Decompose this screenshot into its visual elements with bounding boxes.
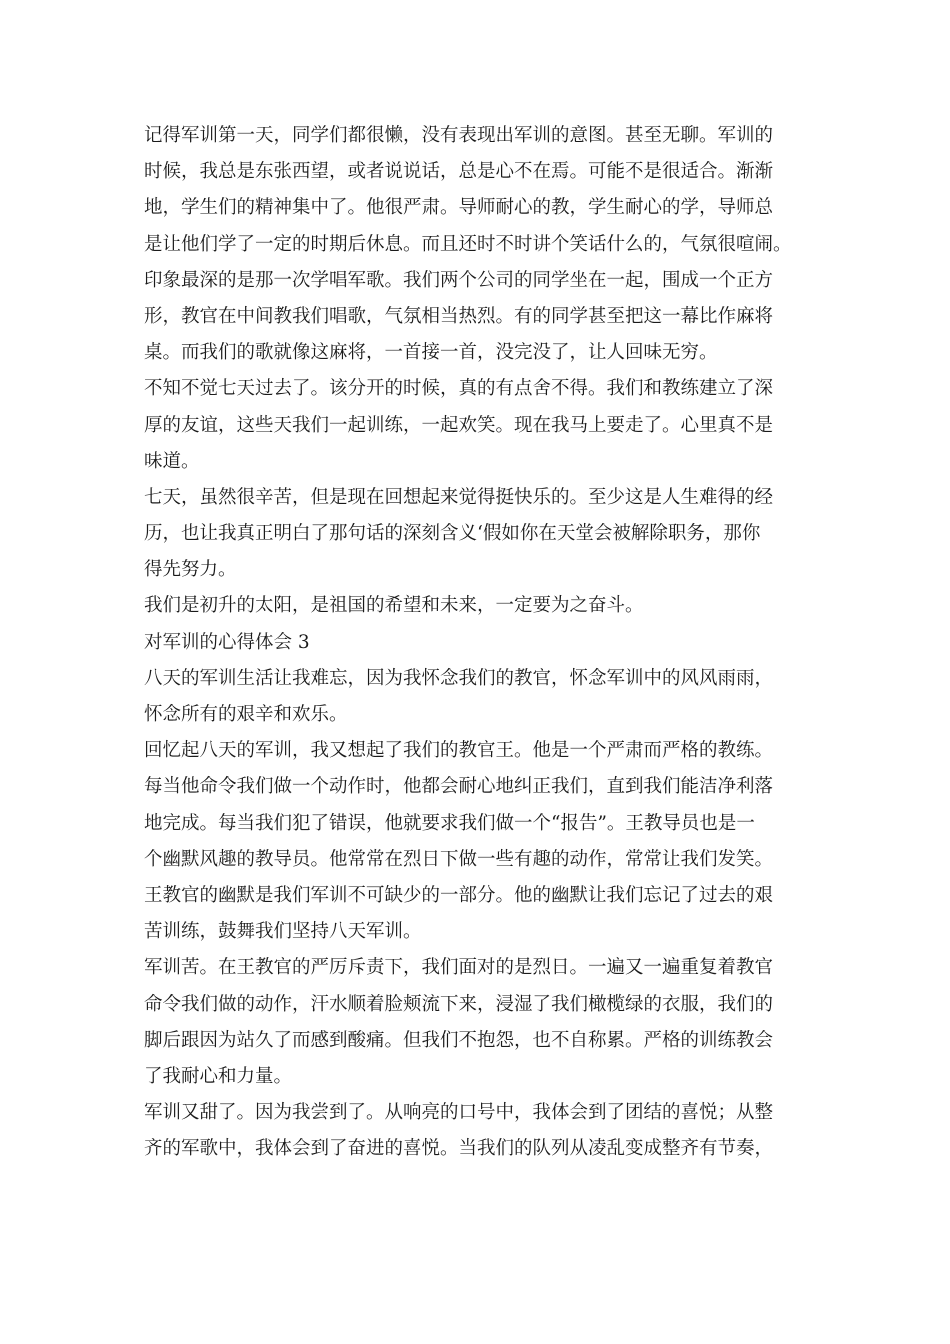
text-line: 味道。 [144, 450, 200, 472]
text-line: 每当他命令我们做一个动作时，他都会耐心地纠正我们，直到我们能洁净利落 [144, 776, 774, 798]
text-line: 齐的军歌中，我体会到了奋进的喜悦。当我们的队列从凌乱变成整齐有节奏， [144, 1138, 774, 1160]
text-line: 地，学生们的精神集中了。他很严肃。导师耐心的教，学生耐心的学，导师总 [144, 197, 774, 219]
text-line: 历，也让我真正明白了那句话的深刻含义‘假如你在天堂会被解除职务，那你 [144, 523, 761, 545]
text-line: 军训苦。在王教官的严厉斥责下，我们面对的是烈日。一遍又一遍重复着教官 [144, 957, 774, 979]
text-line: 桌。而我们的歌就像这麻将，一首接一首，没完没了，让人回味无穷。 [144, 342, 718, 364]
text-line: 个幽默风趣的教导员。他常常在烈日下做一些有趣的动作，常常让我们发笑。 [144, 848, 774, 870]
text-line: 怀念所有的艰辛和欢乐。 [144, 704, 348, 725]
text-line: 形，教官在中间教我们唱歌，气氛相当热烈。有的同学甚至把这一幕比作麻将 [144, 305, 774, 327]
text-line: 了我耐心和力量。 [144, 1065, 293, 1087]
text-line: 得先努力。 [144, 559, 237, 581]
section-heading: 对军训的心得体会 3 [144, 631, 310, 653]
text-line: 军训又甜了。因为我尝到了。从响亮的口号中，我体会到了团结的喜悦；从整 [144, 1102, 774, 1124]
text-line: 是让他们学了一定的时期后休息。而且还时不时讲个笑话什么的，气氛很喧闹。 [144, 233, 792, 255]
text-line: 八天的军训生活让我难忘，因为我怀念我们的教官，怀念军训中的风风雨雨， [144, 667, 774, 689]
text-line: 记得军训第一天，同学们都很懒，没有表现出军训的意图。甚至无聊。军训的 [144, 125, 774, 146]
text-line: 印象最深的是那一次学唱军歌。我们两个公司的同学坐在一起，围成一个正方 [144, 269, 774, 291]
text-line: 七天，虽然很辛苦，但是现在回想起来觉得挺快乐的。至少这是人生难得的经 [144, 486, 774, 508]
text-line: 王教官的幽默是我们军训不可缺少的一部分。他的幽默让我们忘记了过去的艰 [144, 884, 774, 906]
text-line: 命令我们做的动作，汗水顺着脸颊流下来，浸湿了我们橄榄绿的衣服，我们的 [144, 993, 774, 1015]
text-line: 苦训练，鼓舞我们坚持八天军训。 [144, 921, 422, 943]
text-line: 不知不觉七天过去了。该分开的时候，真的有点舍不得。我们和教练建立了深 [144, 378, 774, 400]
text-line: 厚的友谊，这些天我们一起训练，一起欢笑。现在我马上要走了。心里真不是 [144, 414, 774, 436]
text-line: 时候，我总是东张西望，或者说说话，总是心不在焉。可能不是很适合。渐渐 [144, 161, 774, 183]
text-line: 地完成。每当我们犯了错误，他就要求我们做一个“报告”。王教导员也是一 [144, 812, 755, 834]
document-body [144, 118, 816, 1167]
text-line: 脚后跟因为站久了而感到酸痛。但我们不抱怨，也不自称累。严格的训练教会 [144, 1029, 774, 1051]
text-line: 回忆起八天的军训，我又想起了我们的教官王。他是一个严肃而严格的教练。 [144, 740, 774, 762]
text-line: 我们是初升的太阳，是祖国的希望和未来，一定要为之奋斗。 [144, 595, 644, 617]
